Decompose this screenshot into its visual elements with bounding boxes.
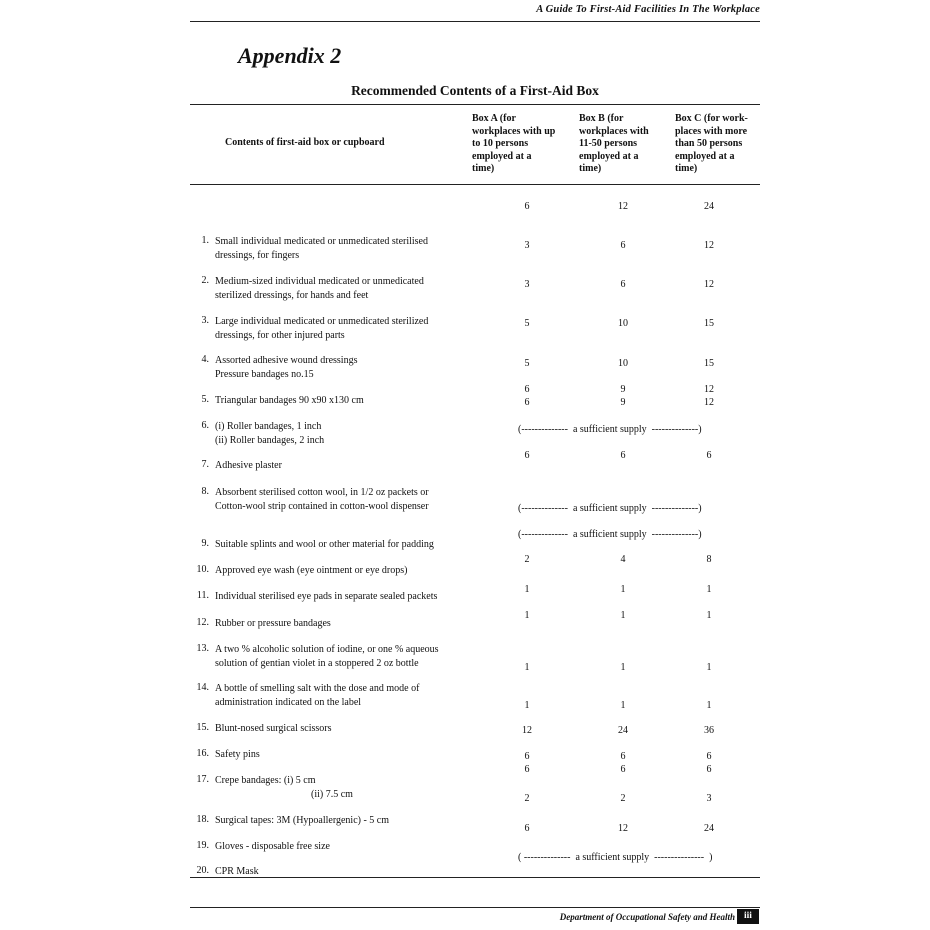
table-bottom-rule — [190, 877, 760, 878]
table-title: Recommended Contents of a First-Aid Box — [351, 83, 599, 98]
value-cell: 6 — [620, 751, 626, 762]
value-cell: 6 — [524, 397, 530, 408]
value-cell: 9 — [620, 397, 626, 408]
value-cell: 2 — [620, 793, 626, 804]
value-cell: 6 — [524, 764, 530, 775]
value-cell: 1 — [706, 610, 712, 621]
sufficient-supply-note: (-------------- a sufficient supply --------------) — [518, 529, 702, 540]
value-cell: 6 — [524, 751, 530, 762]
value-cell: 4 — [620, 554, 626, 565]
value-cell: 24 — [704, 201, 714, 212]
value-cell: 36 — [704, 725, 714, 736]
value-cell: 6 — [524, 823, 530, 834]
value-cell: 1 — [620, 584, 626, 595]
value-cell: 12 — [522, 725, 532, 736]
value-cell: 12 — [704, 279, 714, 290]
value-cell: 24 — [704, 823, 714, 834]
value-cell: 24 — [618, 725, 628, 736]
value-cell: 8 — [706, 554, 712, 565]
value-cell: 12 — [704, 384, 714, 395]
appendix-title: Appendix 2 — [238, 43, 342, 68]
column-header-box-b: Box B (for workplaces with 11-50 persons employed at a time) — [579, 113, 649, 174]
page-number: iii — [737, 909, 759, 924]
value-cell: 1 — [706, 662, 712, 673]
value-cell: 1 — [620, 662, 626, 673]
value-cell: 6 — [620, 450, 626, 461]
value-cell: 1 — [524, 610, 530, 621]
value-cell: 9 — [620, 384, 626, 395]
value-cell: 2 — [524, 554, 530, 565]
sufficient-supply-note: (-------------- a sufficient supply --------------) — [518, 503, 702, 514]
value-cell: 10 — [618, 358, 628, 369]
value-cell: 6 — [706, 450, 712, 461]
value-cell: 1 — [524, 700, 530, 711]
value-cell: 6 — [524, 450, 530, 461]
value-cell: 1 — [524, 584, 530, 595]
value-cell: 15 — [704, 358, 714, 369]
running-header: A Guide To First-Aid Facilities In The Workplace — [536, 4, 760, 15]
value-cell: 3 — [524, 240, 530, 251]
value-cell: 6 — [706, 751, 712, 762]
column-header-contents: Contents of first-aid box or cupboard — [225, 137, 385, 148]
value-cell: 2 — [524, 793, 530, 804]
value-cell: 1 — [620, 700, 626, 711]
sufficient-supply-note: (-------------- a sufficient supply --------------) — [518, 424, 702, 435]
value-cell: 5 — [524, 318, 530, 329]
value-cell: 5 — [524, 358, 530, 369]
column-header-box-c: Box C (for work- places with more than 50 persons employed at a time) — [675, 113, 748, 174]
sufficient-supply-note: ( -------------- a sufficient supply --------------- ) — [518, 852, 713, 863]
value-cell: 6 — [620, 279, 626, 290]
footer-text: Department of Occupational Safety and Health — [559, 912, 735, 922]
value-cell: 1 — [706, 584, 712, 595]
header-bottom-rule — [190, 184, 760, 185]
value-cell: 10 — [618, 318, 628, 329]
value-cell: 3 — [524, 279, 530, 290]
value-cell: 6 — [524, 384, 530, 395]
value-cell: 3 — [706, 793, 712, 804]
value-cell: 6 — [620, 764, 626, 775]
value-cell: 6 — [620, 240, 626, 251]
header-rule — [190, 21, 760, 22]
value-cell: 1 — [524, 662, 530, 673]
value-cell: 6 — [524, 201, 530, 212]
value-cell: 12 — [618, 823, 628, 834]
value-cell: 12 — [704, 240, 714, 251]
footer-rule — [190, 907, 760, 908]
value-cell: 6 — [706, 764, 712, 775]
value-cell: 1 — [620, 610, 626, 621]
value-cell: 12 — [704, 397, 714, 408]
column-header-box-a: Box A (for workplaces with up to 10 persons employed at a time) — [472, 113, 556, 174]
value-cell: 1 — [706, 700, 712, 711]
value-cell: 15 — [704, 318, 714, 329]
value-cell: 12 — [618, 201, 628, 212]
table-top-rule — [190, 104, 760, 105]
